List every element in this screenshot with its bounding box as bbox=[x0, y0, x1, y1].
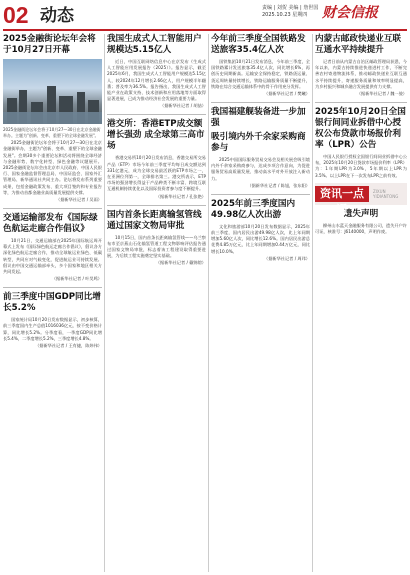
article-title: 我国福建舰装备进一步加强 bbox=[211, 107, 306, 129]
article-source: （据新华社记者 / 樊曦） bbox=[264, 91, 310, 97]
article-title: 我国生成式人工智能用户规模达5.15亿人 bbox=[107, 34, 202, 55]
article-divider bbox=[107, 114, 206, 115]
article-body: 国家统计局10月20日发布数据显示，初步核算，前三季度国内生产总值1016036亿元，按不变价格计算，同比增长5.2%。分季度看，一季度GDP同比增长5.4%，二季度增长5.2%，三季度增长4.8%。 bbox=[3, 317, 102, 341]
article-divider bbox=[3, 287, 102, 288]
article-title: 国内首条长距离输氢管线通过国家文物局审批 bbox=[107, 209, 202, 231]
article-title: 2025金融街论坛年会将于10月27日开幕 bbox=[3, 34, 96, 55]
column-3 bbox=[211, 34, 310, 262]
article-divider bbox=[3, 208, 102, 209]
article-source: （据新华社记者 / 吴雨） bbox=[56, 197, 102, 203]
header-meta bbox=[262, 5, 322, 19]
column-1 bbox=[3, 34, 102, 349]
banner-sublabel: ZIXUN YIDIANTONG bbox=[373, 188, 399, 199]
page-header bbox=[0, 0, 410, 30]
notice-body: 柳州山水蓝天金融服务有限公司，遗失开户许可证，核准号：J6140000，声明作废。 bbox=[315, 222, 407, 235]
photo-caption: 2025金融街论坛年会将于10月27—30日在北京金融街举办。主题为"创新、变革、重塑下的全球金融发展"。 bbox=[3, 127, 101, 138]
article-source: （据新华社记者 / 孔张艳） bbox=[155, 193, 206, 199]
article-body: 10月21日，交通运输部在2025年国际航运周开幕式上发布《国际绿色航运走廊合作倡议》，倡议各方深化绿色航运走廊合作，推动全球航运业绿色、低碳转型，共同应对气候变化，促进航运业可持续发展。倡议由中国交通运输部牵头，多个国家和地区相关方共同发起。 bbox=[3, 238, 102, 275]
column-divider bbox=[208, 34, 209, 572]
article-source: （据新华社记者 / 胡喆） bbox=[160, 103, 206, 109]
editor-line: 责编 | 刘贺 美编 | 詹世国 bbox=[262, 5, 319, 11]
article-body: 文化和旅游部10月20日发布数据显示，2025年前三季度，国内居民出游49.98亿人次，比上年同期增加5.60亿人次，同比增长12.6%。国内居民出游总花费4.85万亿元，比上年同期增加0.44万亿元，同比增长10.0%。 bbox=[211, 223, 310, 254]
article-source: （据新华社记者 / 周玮） bbox=[264, 255, 310, 261]
article-divider bbox=[107, 205, 206, 206]
column-divider bbox=[104, 34, 105, 572]
article-title: 2025年10月20日全国银行间同业拆借中心授权公布贷款市场报价利率（LPR）公告 bbox=[315, 107, 406, 151]
article-title: 今年前三季度全国铁路发送旅客35.4亿人次 bbox=[211, 34, 306, 55]
article-source: （据新华社记者 / 陈旭，张东阳） bbox=[247, 182, 310, 188]
article-source: （据新华社记者 / 戴锦镕） bbox=[155, 260, 206, 266]
article-body: 中国人民银行授权全国银行间同业拆借中心公布，2025年10月20日贷款市场报价利率（LPR）为：1年期LPR为3.0%，5年期以上LPR为3.5%。以上LPR在下一次发布LPR之前有效。 bbox=[315, 154, 407, 178]
section-number: 02 bbox=[3, 2, 29, 28]
article-title: 2025年前三季度国内49.98亿人次出游 bbox=[211, 198, 296, 220]
article-body: 近日，中国互联网络信息中心在京发布《生成式人工智能应用发展报告（2025）》。报告显示，截至2025年6月，我国生成式人工智能用户规模达5.15亿人，较2024年12月增长2.66亿人，用户规模半年翻番；普及率为36.5%。报告指出，我国生成式人工智能产业在政策支持、技术创新和应用落地等方面取得显著进展，已成为推动经济社会发展的重要力量。 bbox=[107, 59, 206, 102]
article-source: （据新华社记者 / 王有捷，陈炜伟） bbox=[35, 343, 102, 349]
article-title: 前三季度中国GDP同比增长5.2% bbox=[3, 292, 101, 314]
article-body: 国铁集团10月21日发布消息，今年前三季度，全国铁路累计发送旅客35.4亿人次，同比增长6%，再创历史同期新高。运输安全保持稳定，铁路货运量、货运周转量持续增长，铁路运输服务质量不断提升，铁路在综合交通运输体系中的骨干作用充分发挥。 bbox=[211, 59, 310, 89]
column-4 bbox=[315, 34, 407, 235]
article-body: 2025金融街论坛年会将于10月27—30日在北京金融街举办，主题为"创新、变革、重塑下的全球金融发展"。会期30多个重要论坛和活动将围绕全球经济与金融形势、数字化转型、绿色金融等议题展开。2025金融街论坛年会由北京市人民政府、中国人民银行、国家金融监督管理总局、中国证监会、国家外汇管理局、新华通讯社共同主办。论坛将发布系列重要成果，包括金融政策发布、重大项目签约和专业报告等，为推动首都金融业高质量发展提供支撑。 bbox=[3, 140, 102, 195]
article-body: 10月15日，国内首条长距离输氢管线——乌兰察布市至京燕山石化输氢管道工程文物影响评估报告通过国家文物局审批，标志着该工程建设取得重要进展，为后续工程实施奠定坚实基础。 bbox=[107, 234, 206, 259]
article-body: 香港交易所10月20日发布消息，香港交易所交易产品（ETP）市场今年前三季度平均每日成交额达到331亿港元，成为全球交易最活跃的ETP市场之一，在亚洲位列第一，全球排名第三。港交所表示，ETP市场的强劲增长得益于产品种类不断丰富、跨境互联互通机制持续优化以及国际投资者参与度不断提升。 bbox=[107, 155, 206, 192]
article-subtitle: 吸引境内外千余家采购商参与 bbox=[211, 132, 306, 154]
article-divider bbox=[315, 102, 407, 103]
section-name: 动态 bbox=[40, 6, 74, 26]
article-source: （据新华社记者 / 魏一骏） bbox=[356, 91, 407, 97]
article-title: 交通运输部发布《国际绿色航运走廊合作倡议》 bbox=[3, 213, 98, 235]
banner-label: 资讯一点通 bbox=[315, 186, 369, 202]
article-divider bbox=[211, 102, 310, 103]
article-source: （据新华社记者 / 叶昊鸣） bbox=[51, 276, 102, 282]
header-rule bbox=[3, 29, 407, 31]
notice-title: 遗失声明 bbox=[343, 208, 379, 219]
column-2 bbox=[107, 34, 206, 266]
article-body: 记者日前从内蒙古自治区邮政管理局获悉，今年以来，内蒙古持续推进快递进村工作，不断完善农村寄递物流体系，推动邮政快递业互联互通水平持续提升，寄递服务质量和效率明显提高，为乡村振兴和城乡融合发展提供有力支撑。 bbox=[315, 59, 407, 89]
article-title: 港交所：香港ETP成交额增长强劲 成全球第三高市场 bbox=[107, 119, 205, 152]
article-divider bbox=[211, 194, 310, 195]
newspaper-brand: 财会信报 bbox=[322, 5, 378, 21]
article-title: 内蒙古邮政快递业互联互通水平持续提升 bbox=[315, 34, 401, 55]
article-body: 2025中国国际服务贸易交易会及相关展会吸引境内外千余家采购商参与，达成多项合作意向，为促进服务贸易高质量发展、推动高水平对外开放注入新动力。 bbox=[211, 157, 310, 181]
column-divider bbox=[312, 34, 313, 572]
date-line: 2025.10.23 星期四 bbox=[262, 12, 308, 18]
city-photo bbox=[3, 59, 102, 124]
